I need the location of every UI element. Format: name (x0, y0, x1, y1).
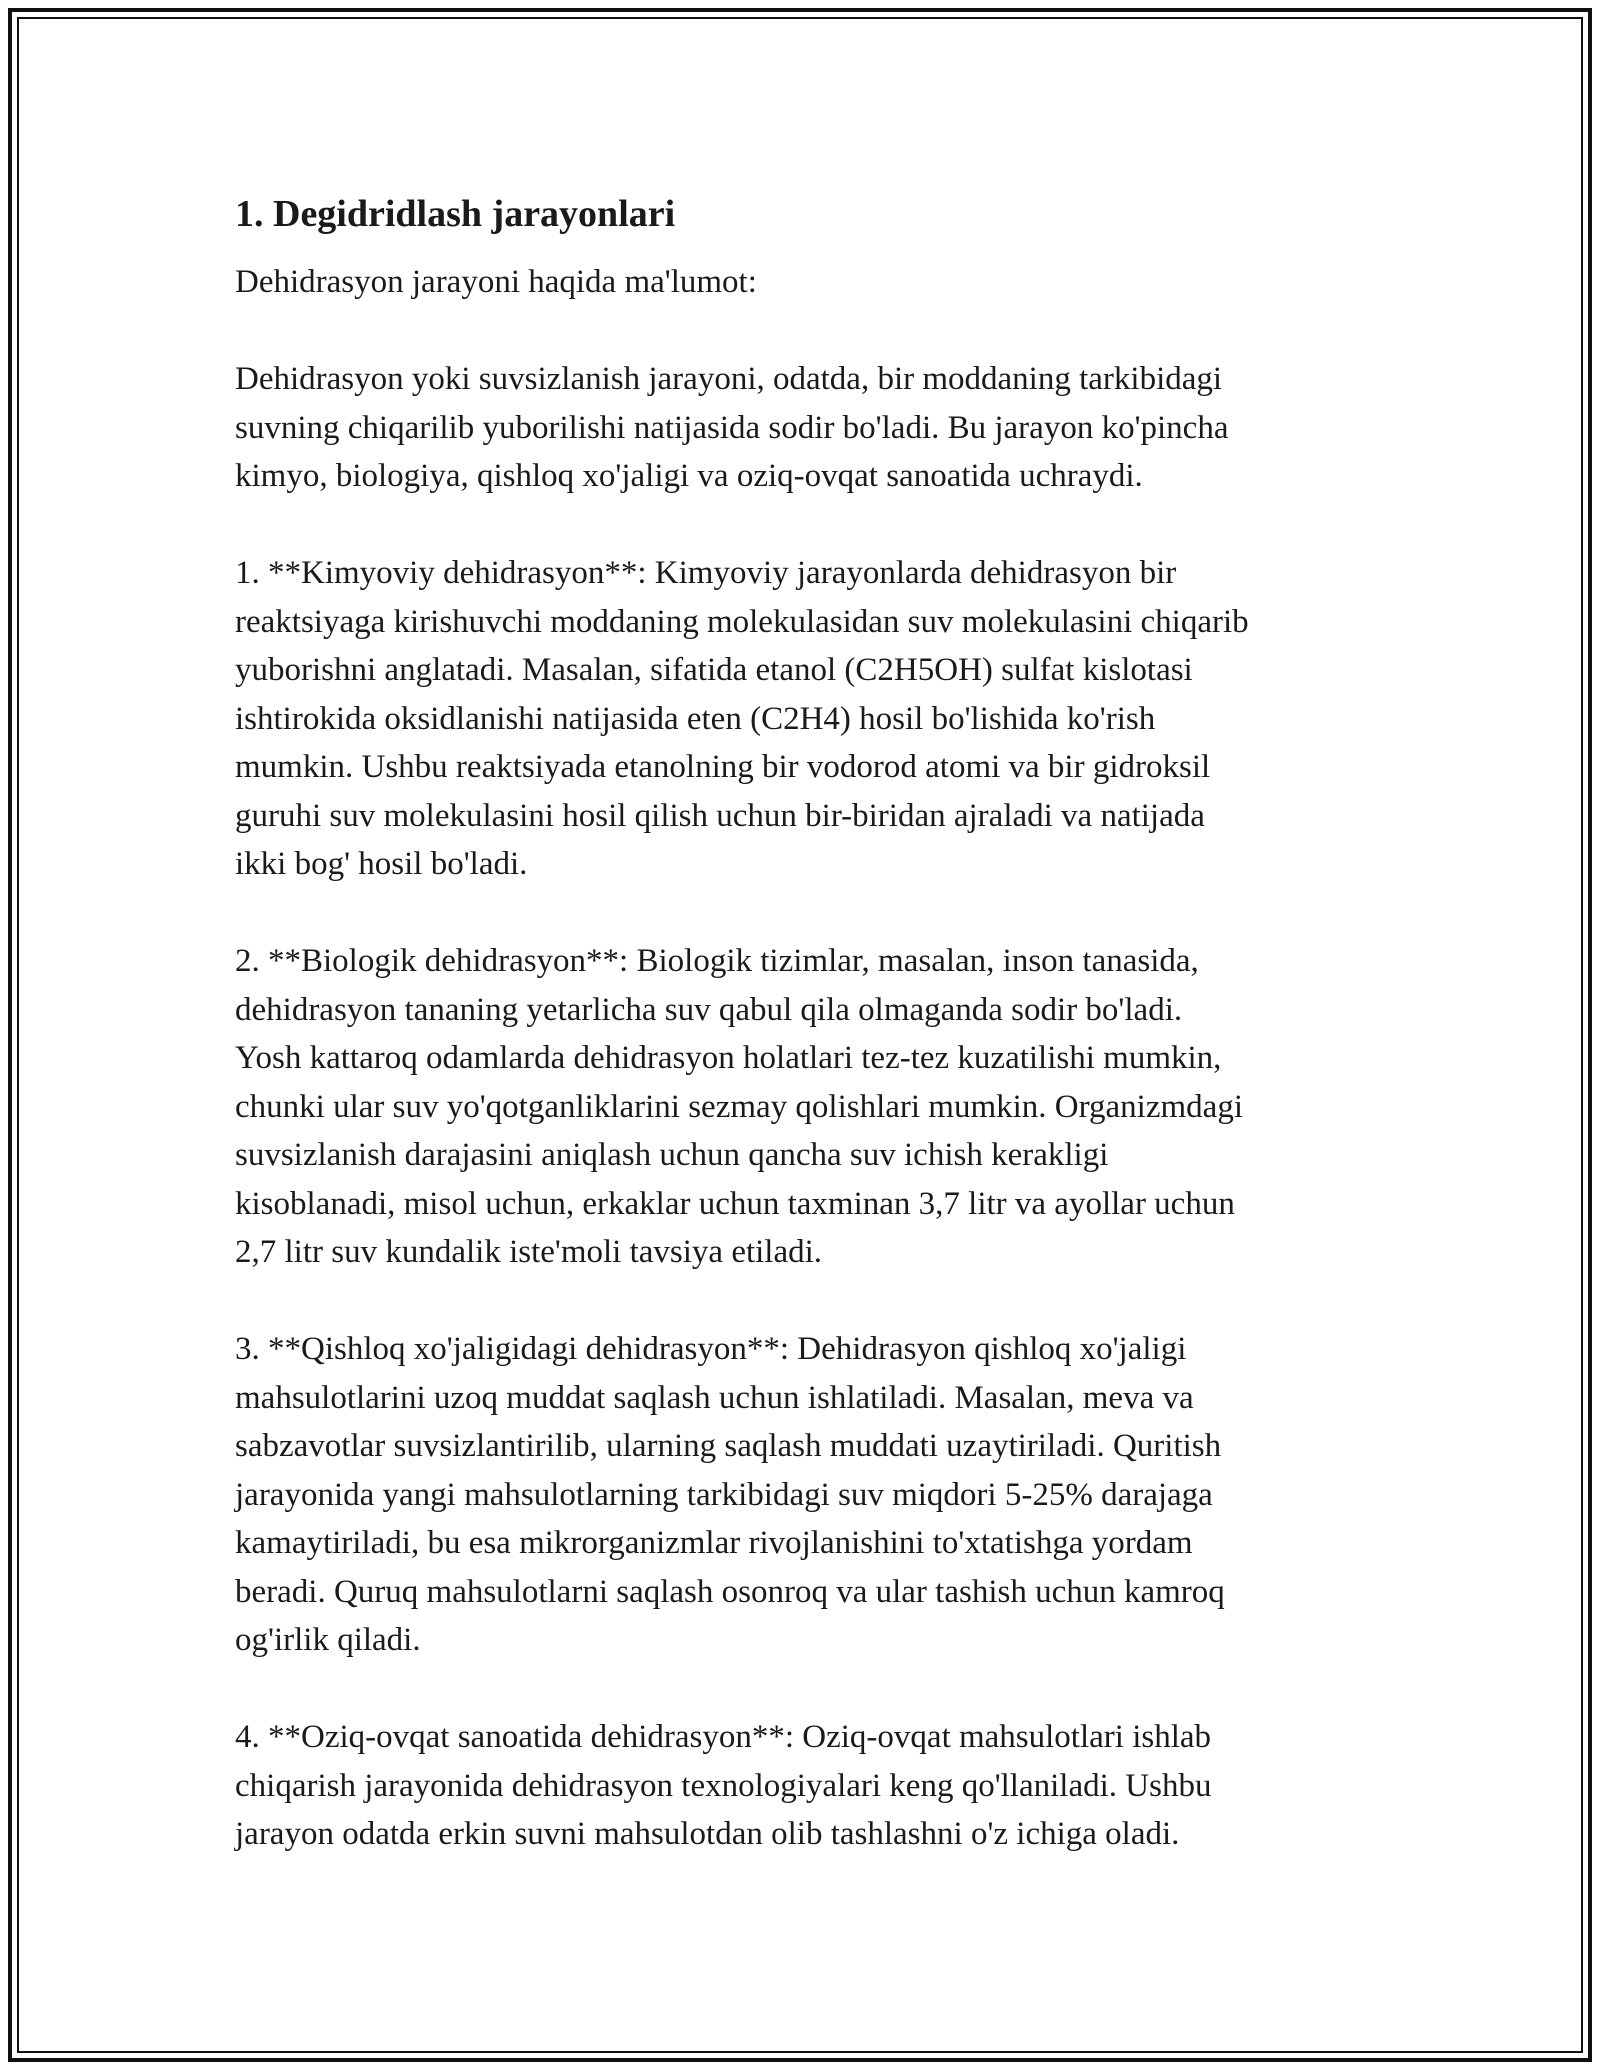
section-heading: 1. Degidridlash jarayonlari (235, 193, 676, 235)
chemical-dehydration-paragraph: 1. **Kimyoviy dehidrasyon**: Kimyoviy jarayonlarda dehidrasyon bir reaktsiyaga kirishuvchi moddaning molekulasidan suv molekulasini chiqarib yuborishni anglatadi. Masalan, sifatida etanol (C2H5OH) sulfat kislotasi ishtirokida oksidlanishi natijasida eten (C2H4) hosil bo'lishida ko'rish mumkin. Ushbu reaktsiyada etanolning bir vodorod atomi va bir gidroksil guruhi suv molekulasini hosil qilish uchun bir-biridan ajraladi va natijada ikki bog' hosil bo'ladi. (235, 555, 1249, 882)
intro-paragraph: Dehidrasyon jarayoni haqida ma'lumot: (235, 264, 757, 300)
document-body (235, 188, 1375, 1859)
biological-dehydration-paragraph: 2. **Biologik dehidrasyon**: Biologik tizimlar, masalan, inson tanasida, dehidrasyon tananing yetarlicha suv qabul qila olmaganda sodir bo'ladi. Yosh kattaroq odamlarda dehidrasyon holatlari tez-tez kuzatilishi mumkin, chunki ular suv yo'qotganliklarini sezmay qolishlari mumkin. Organizmdagi suvsizlanish darajasini aniqlash uchun qancha suv ichish kerakligi kisoblanadi, misol uchun, erkaklar uchun taxminan 3,7 litr va ayollar uchun 2,7 litr suv kundalik iste'moli tavsiya etiladi. (235, 943, 1243, 1270)
agricultural-dehydration-paragraph: 3. **Qishloq xo'jaligidagi dehidrasyon**: Dehidrasyon qishloq xo'jaligi mahsulotlarini uzoq muddat saqlash uchun ishlatiladi. Masalan, meva va sabzavotlar suvsizlantirilib, ularning saqlash muddati uzaytiriladi. Quritish jarayonida yangi mahsulotlarning tarkibidagi suv miqdori 5-25% darajaga kamaytiriladi, bu esa mikrorganizmlar rivojlanishini to'xtatishga yordam beradi. Quruq mahsulotlarni saqlash osonroq va ular tashish uchun kamroq og'irlik qiladi. (235, 1331, 1225, 1658)
food-industry-dehydration-paragraph: 4. **Oziq-ovqat sanoatida dehidrasyon**: Oziq-ovqat mahsulotlari ishlab chiqarish jarayonida dehidrasyon texnologiyalari keng qo'llaniladi. Ushbu jarayon odatda erkin suvni mahsulotdan olib tashlashni o'z ichiga oladi. (235, 1719, 1212, 1852)
definition-paragraph: Dehidrasyon yoki suvsizlanish jarayoni, odatda, bir moddaning tarkibidagi suvning chiqarilib yuborilishi natijasida sodir bo'ladi. Bu jarayon ko'pincha kimyo, biologiya, qishloq xo'jaligi va oziq-ovqat sanoatida uchraydi. (235, 361, 1229, 494)
